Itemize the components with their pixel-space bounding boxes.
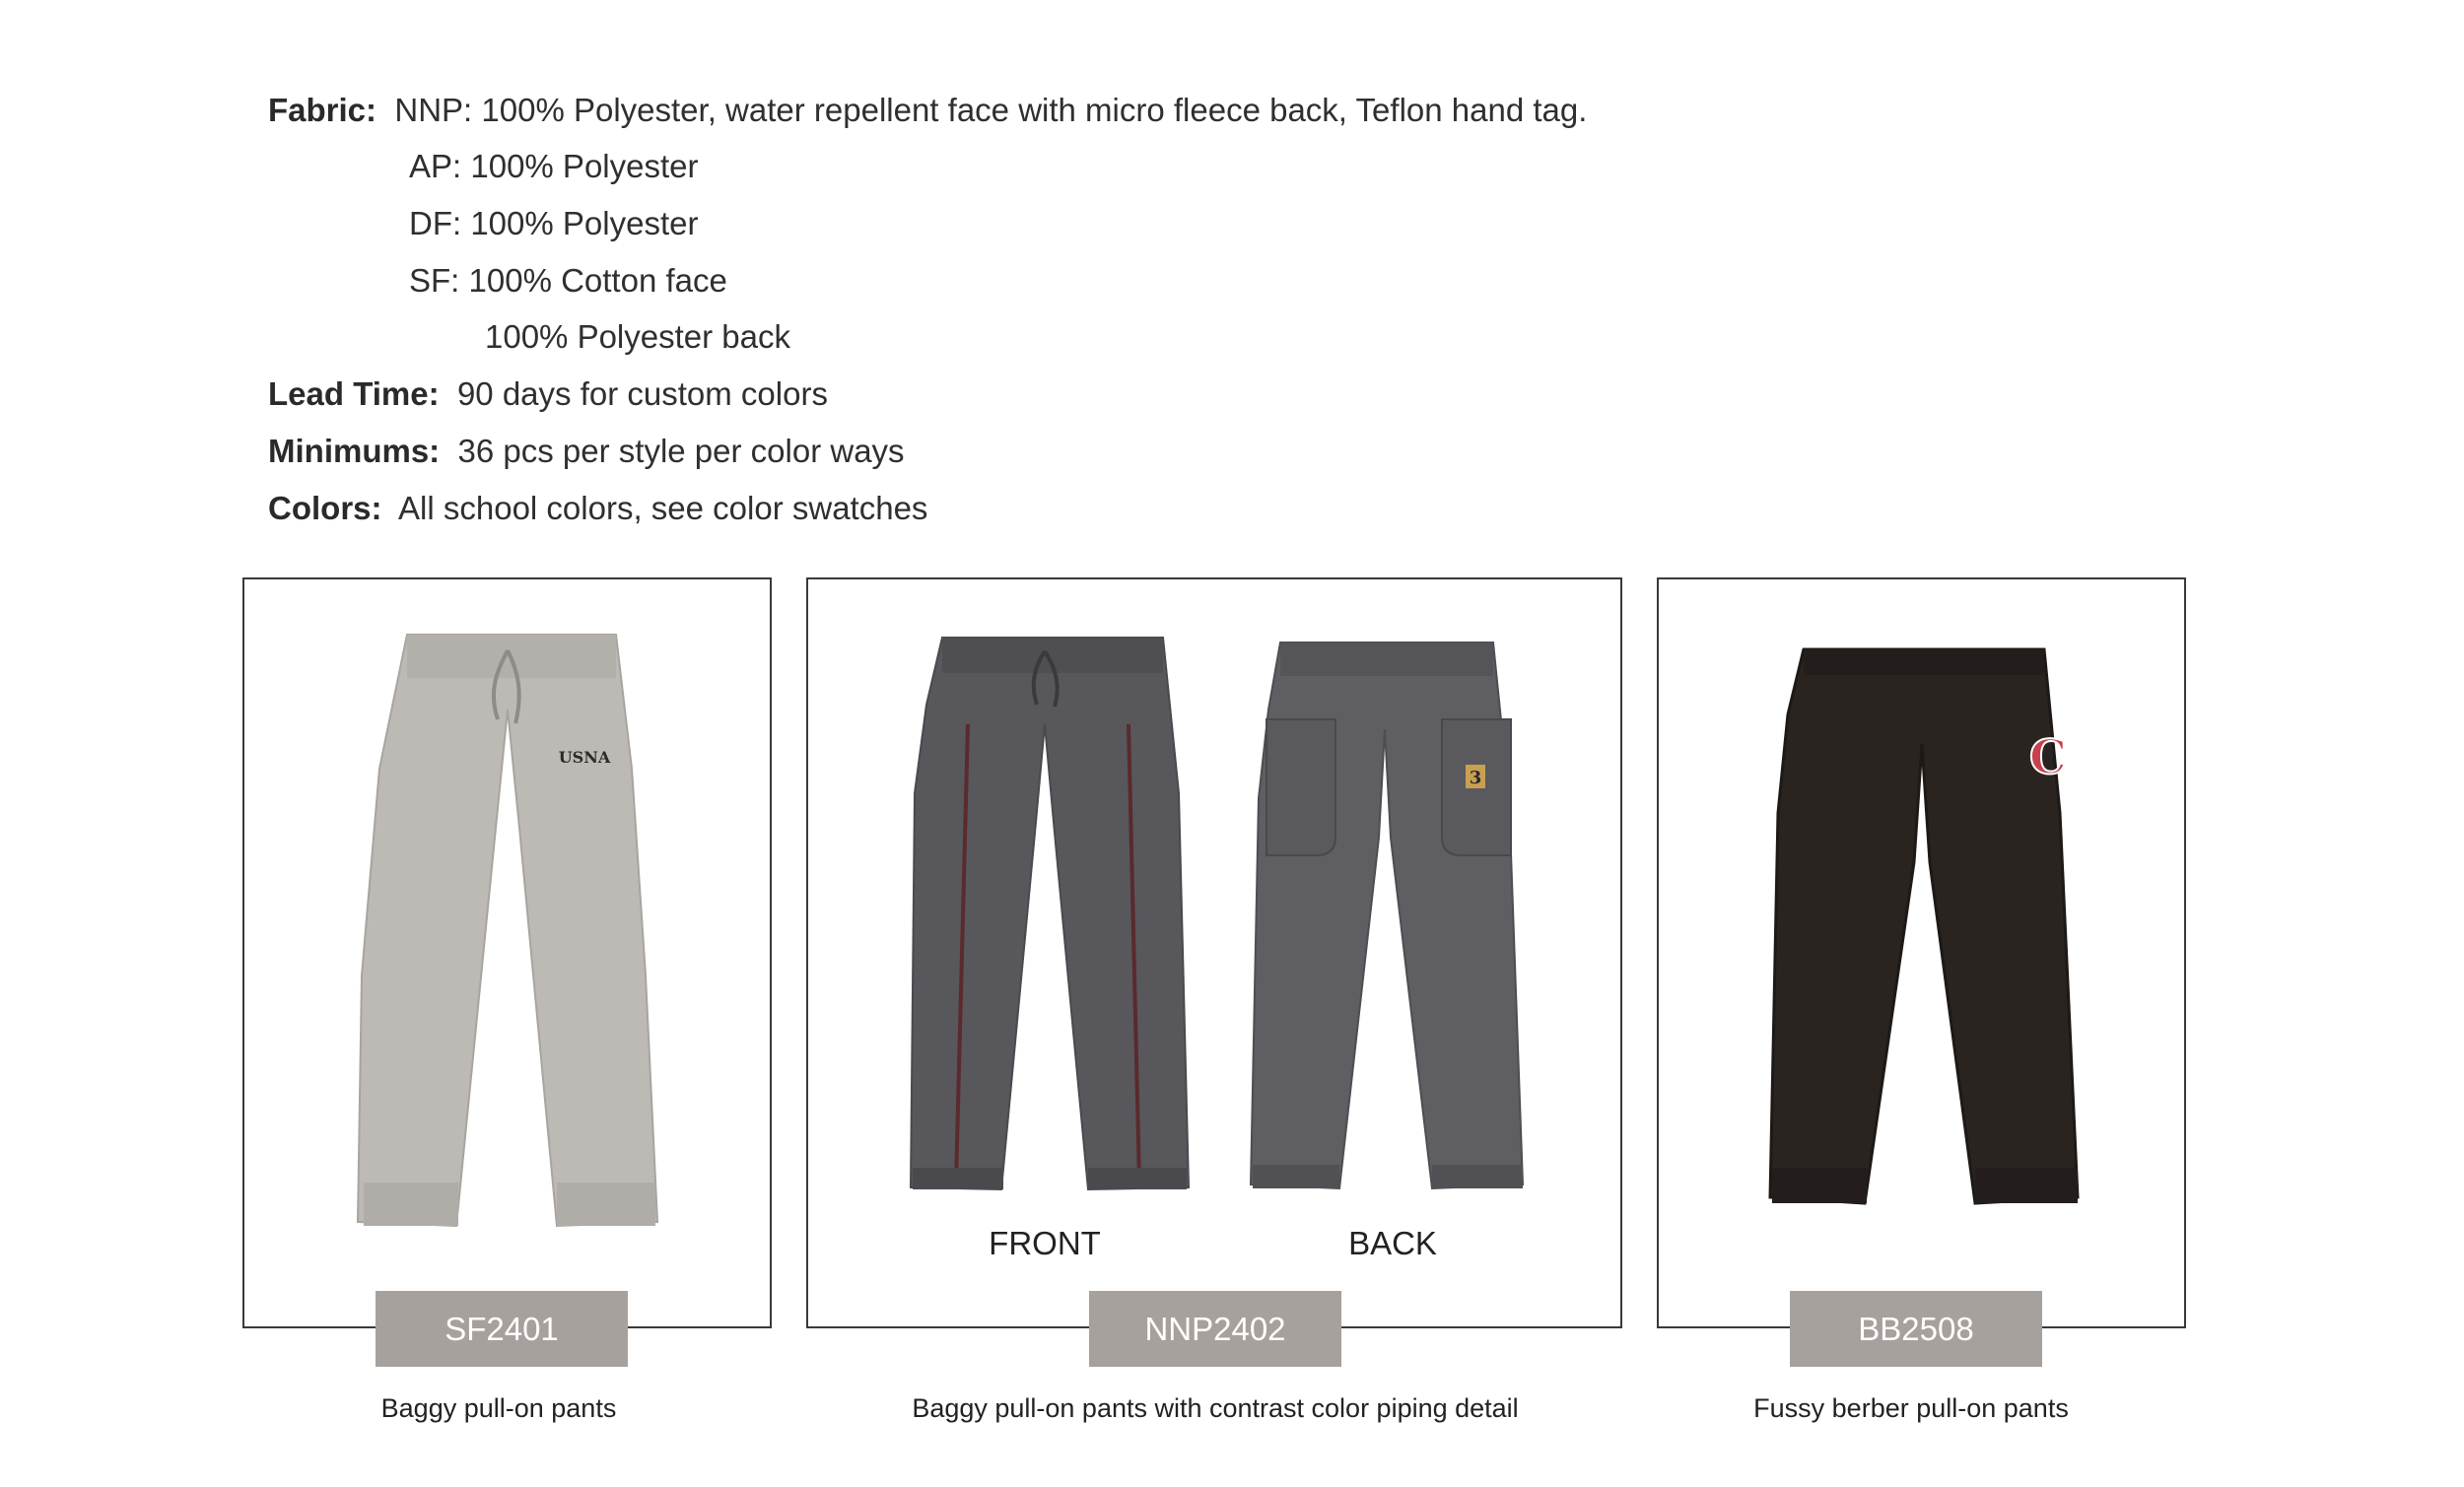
right-cuff: [1975, 1168, 2078, 1203]
minimums-value: 36 pcs per style per color ways: [457, 433, 905, 469]
product-code-bb2508: BB2508: [1790, 1291, 2042, 1367]
fabric-sf: SF: 100% Cotton face: [409, 262, 727, 299]
product-code-nnp2402: NNP2402: [1089, 1291, 1341, 1367]
minimums-label: Minimums:: [268, 433, 441, 469]
pant-body: [358, 635, 657, 1226]
right-cuff: [1088, 1168, 1187, 1189]
product-caption-bb2508: Fussy berber pull-on pants: [1753, 1393, 2069, 1423]
fabric-ap: AP: 100% Polyester: [409, 148, 699, 184]
berber-pants-image: [1764, 645, 2080, 1207]
c-patch-text: C: [2028, 730, 2068, 785]
product-code-sf2401: SF2401: [376, 1291, 628, 1367]
charcoal-pants-back-image: [1247, 641, 1528, 1192]
right-cuff: [557, 1183, 655, 1226]
left-cuff: [1772, 1168, 1867, 1203]
minimums-line: [268, 432, 905, 471]
colors-line: [268, 489, 927, 528]
product-caption-sf2401: Baggy pull-on pants: [380, 1393, 617, 1423]
front-label: FRONT: [989, 1225, 1101, 1261]
waistband: [1804, 649, 2044, 675]
product-caption-nnp2402: Baggy pull-on pants with contrast color piping detail: [912, 1393, 1519, 1423]
right-cuff: [1432, 1165, 1523, 1188]
lead-time-label: Lead Time:: [268, 375, 440, 412]
charcoal-pants-front-image: [907, 636, 1193, 1197]
fabric-sf-back: 100% Polyester back: [485, 318, 791, 355]
colors-label: Colors:: [268, 490, 382, 526]
lead-time-line: [268, 374, 828, 414]
left-cuff: [364, 1183, 458, 1226]
fabric-nnp: NNP: 100% Polyester, water repellent face with micro fleece back, Teflon hand tag.: [394, 92, 1588, 128]
waistband: [1280, 642, 1493, 676]
grey-sweatpants-image: [350, 631, 665, 1232]
left-cuff: [1253, 1165, 1339, 1188]
fabric-line: [268, 91, 1587, 130]
fabric-label: Fabric:: [268, 92, 377, 128]
fabric-df: DF: 100% Polyester: [409, 205, 699, 241]
colors-value: All school colors, see color swatches: [398, 490, 928, 526]
logo-patch-text: 3: [1469, 768, 1482, 788]
back-pocket-left: [1266, 719, 1335, 855]
usna-patch-text: USNA: [558, 748, 611, 767]
left-cuff: [913, 1168, 1003, 1189]
lead-time-value: 90 days for custom colors: [456, 375, 828, 412]
pant-body: [911, 638, 1189, 1189]
back-label: BACK: [1348, 1225, 1437, 1261]
